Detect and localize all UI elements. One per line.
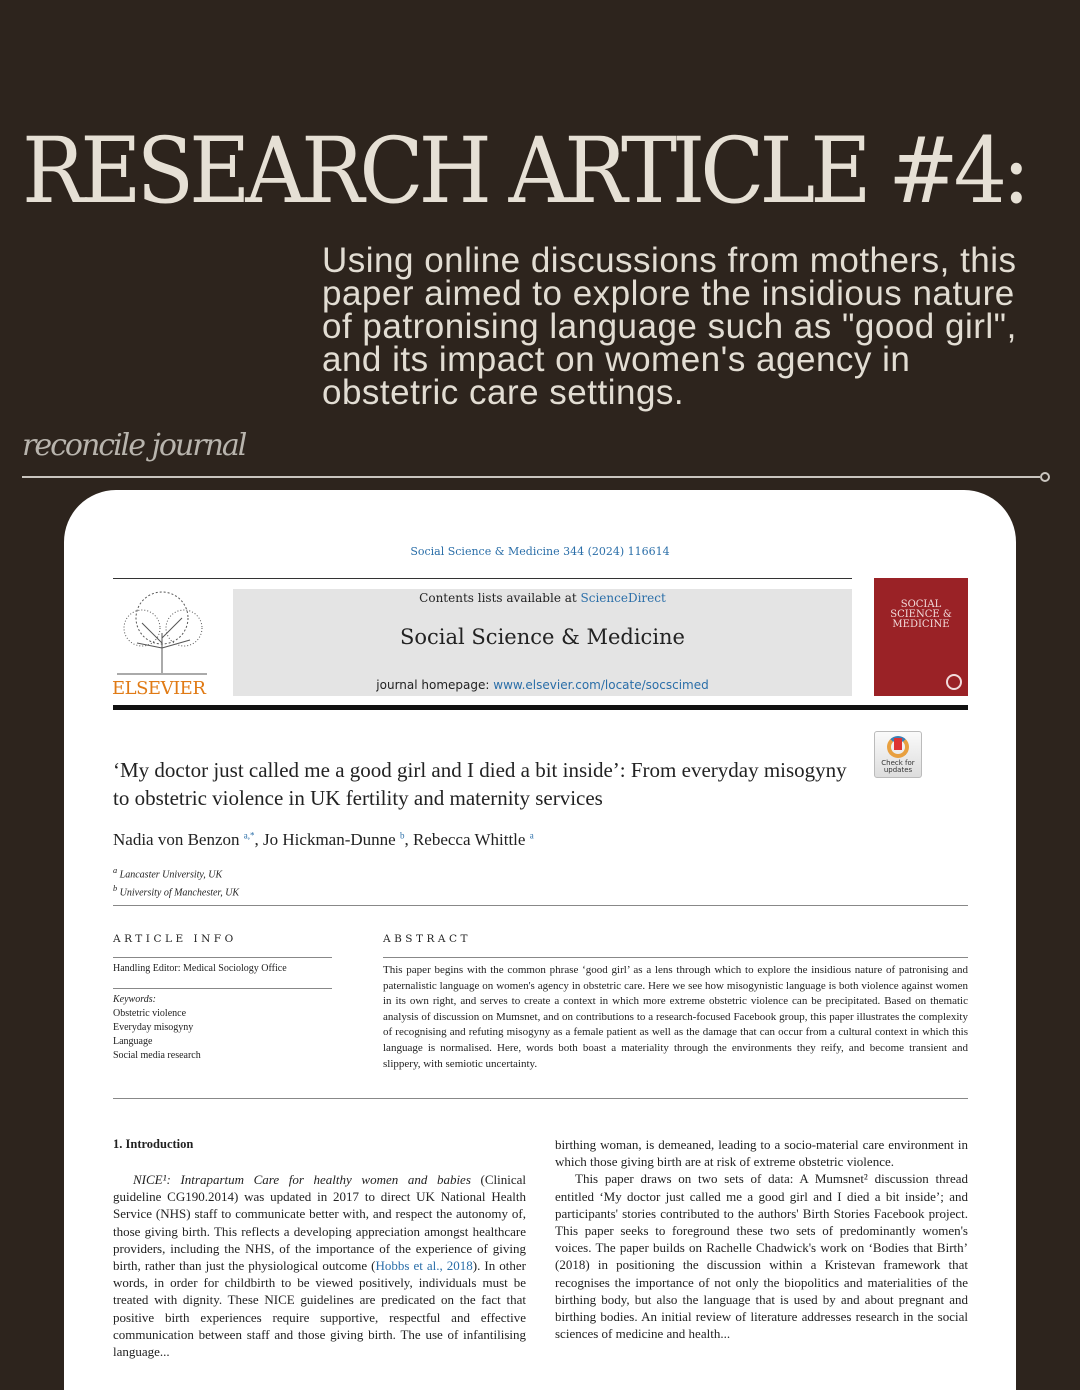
intro-text: birthing woman, is demeaned, leading to a socio-material care environment in which those giving birth are at risk of extreme obstetric violence. xyxy=(555,1137,968,1170)
cover-seal-icon xyxy=(946,674,962,690)
cover-title: SOCIAL SCIENCE & MEDICINE xyxy=(890,599,952,630)
citation-link[interactable]: Hobbs et al., 2018 xyxy=(375,1258,473,1274)
affiliation: University of Manchester, UK xyxy=(119,887,240,899)
keyword: Everyday misogyny xyxy=(113,1022,194,1033)
abstract-heading: ABSTRACT xyxy=(383,933,472,945)
homepage-link[interactable]: www.elsevier.com/locate/socscimed xyxy=(493,678,709,692)
page-title: RESEARCH ARTICLE #4: xyxy=(22,118,1026,224)
divider xyxy=(113,578,852,579)
keyword: Social media research xyxy=(113,1050,201,1061)
affil-sup: a xyxy=(113,866,118,875)
divider xyxy=(113,1098,968,1099)
divider xyxy=(113,905,968,906)
intro-left-column xyxy=(113,1171,526,1360)
affiliation: Lancaster University, UK xyxy=(119,869,223,881)
article-info-heading: ARTICLE INFO xyxy=(113,933,237,945)
journal-header xyxy=(233,589,852,696)
sciencedirect-link[interactable]: ScienceDirect xyxy=(580,591,666,605)
divider xyxy=(383,957,968,958)
intro-text: (Clinical guideline CG190.2014) was updated in 2017 to direct UK National Health Service (NHS) staff to communicate better with, and respect the autonomy of, those giving birth. This reflects a developing appreciation amongst healthcare providers, including the NHS, of the importance of the experience of giving birth, rather than just the physiological outcome ( xyxy=(113,1172,526,1274)
author-list: Nadia von Benzon $^{a,*}$, Jo Hickman-Dunne $^b$, Rebecca Whittle $^a$ xyxy=(113,830,534,849)
keyword: Obstetric violence xyxy=(113,1008,187,1019)
elsevier-tree-logo xyxy=(112,588,212,678)
author-name[interactable]: Rebecca Whittle xyxy=(412,830,526,849)
intro-text: ). In other words, in order for childbirth to be viewed positively, individuals must be treated with dignity. These NICE guidelines are predicated on the fact that positive birth experiences require supportive, respectful and effective communication between staff and those giving birth. The use of infantilising language... xyxy=(113,1258,526,1360)
author-sup[interactable]: a xyxy=(529,830,534,841)
article-title: ‘My doctor just called me a good girl and I died a bit inside’: From everyday misogyny to obstetric violence in UK fertility and maternity services xyxy=(113,758,847,810)
author-sup[interactable]: b xyxy=(399,830,405,841)
intro-right-column xyxy=(555,1136,968,1342)
keyword: Language xyxy=(113,1036,153,1047)
summary-text: Using online discussions from mothers, this paper aimed to explore the insidious nature of patronising language such as "good girl", and its impact on women's agency in obstetric care settings. xyxy=(322,241,1017,412)
contents-line xyxy=(233,591,852,605)
watermark-signature: reconcile journal xyxy=(22,428,246,463)
contents-prefix: Contents lists available at xyxy=(419,591,581,605)
journal-reference[interactable]: Social Science & Medicine 344 (2024) 116614 xyxy=(410,545,670,558)
guideline-title: NICE¹: Intrapartum Care for healthy women and babies xyxy=(133,1172,471,1187)
author-name[interactable]: Nadia von Benzon xyxy=(113,830,240,849)
keywords-label: Keywords: xyxy=(113,994,156,1005)
check-updates-label: Check for updates xyxy=(881,759,915,774)
affiliations xyxy=(113,864,239,901)
thick-divider xyxy=(113,705,968,710)
crossmark-icon xyxy=(887,736,909,758)
homepage-line xyxy=(233,678,852,692)
abstract-text: This paper begins with the common phrase ‘good girl’ as a lens through which to explore the insidious nature of patronising and paternalistic language on women's agency in obstetric care. Here we see how misogynistic language is both violence against women in its own right, and serves to create a context in which more extreme obstetric violence can be precipitated. Based on thematic analysis of discussion on Mumsnet, and on contributions to a research-focused Facebook group, this paper illustrates the complexity of recognising and refuting misogyny as a female patient as well as the damage that can occur from a cultural context in which this language is normalised. Here, words both boast a materiality through the environments they reify, and become transient and slippery, with semiotic uncertainty. xyxy=(383,964,968,1070)
author-sup[interactable]: a,* xyxy=(243,830,255,841)
paper-preview xyxy=(64,490,1016,1390)
elsevier-wordmark: ELSEVIER xyxy=(112,678,206,699)
affil-sup: b xyxy=(113,884,118,894)
handling-editor: Handling Editor: Medical Sociology Office xyxy=(113,963,287,974)
intro-text: This paper draws on two sets of data: A Mumsnet² discussion thread entitled ‘My doctor just called me a good girl and I died a bit inside’; and participants' stories contributed to the authors' Birth Stories Facebook project. This paper seeks to foreground these two sets of predominantly women's voices. The paper builds on Rachelle Chadwick's work on ‘Bodies that Birth’ (2018) in positioning the discussion within a Kristevan framework that recognises the importance of not only the biopolitics and materialities of the birthing body, but also the language that is used by and about pregnant and birthing bodies. An initial review of literature addresses research in the social sciences of medicine and health... xyxy=(555,1171,968,1342)
divider xyxy=(113,988,332,989)
author-name[interactable]: Jo Hickman-Dunne xyxy=(263,830,396,849)
watermark-dot-icon xyxy=(1040,472,1050,482)
introduction-heading: 1. Introduction xyxy=(113,1137,194,1151)
journal-name: Social Science & Medicine xyxy=(400,625,685,649)
journal-cover xyxy=(874,578,968,696)
watermark-line xyxy=(22,476,1040,478)
keywords xyxy=(113,993,201,1063)
divider xyxy=(113,957,332,958)
homepage-prefix: journal homepage: xyxy=(376,678,494,692)
check-for-updates-button[interactable] xyxy=(874,731,922,778)
